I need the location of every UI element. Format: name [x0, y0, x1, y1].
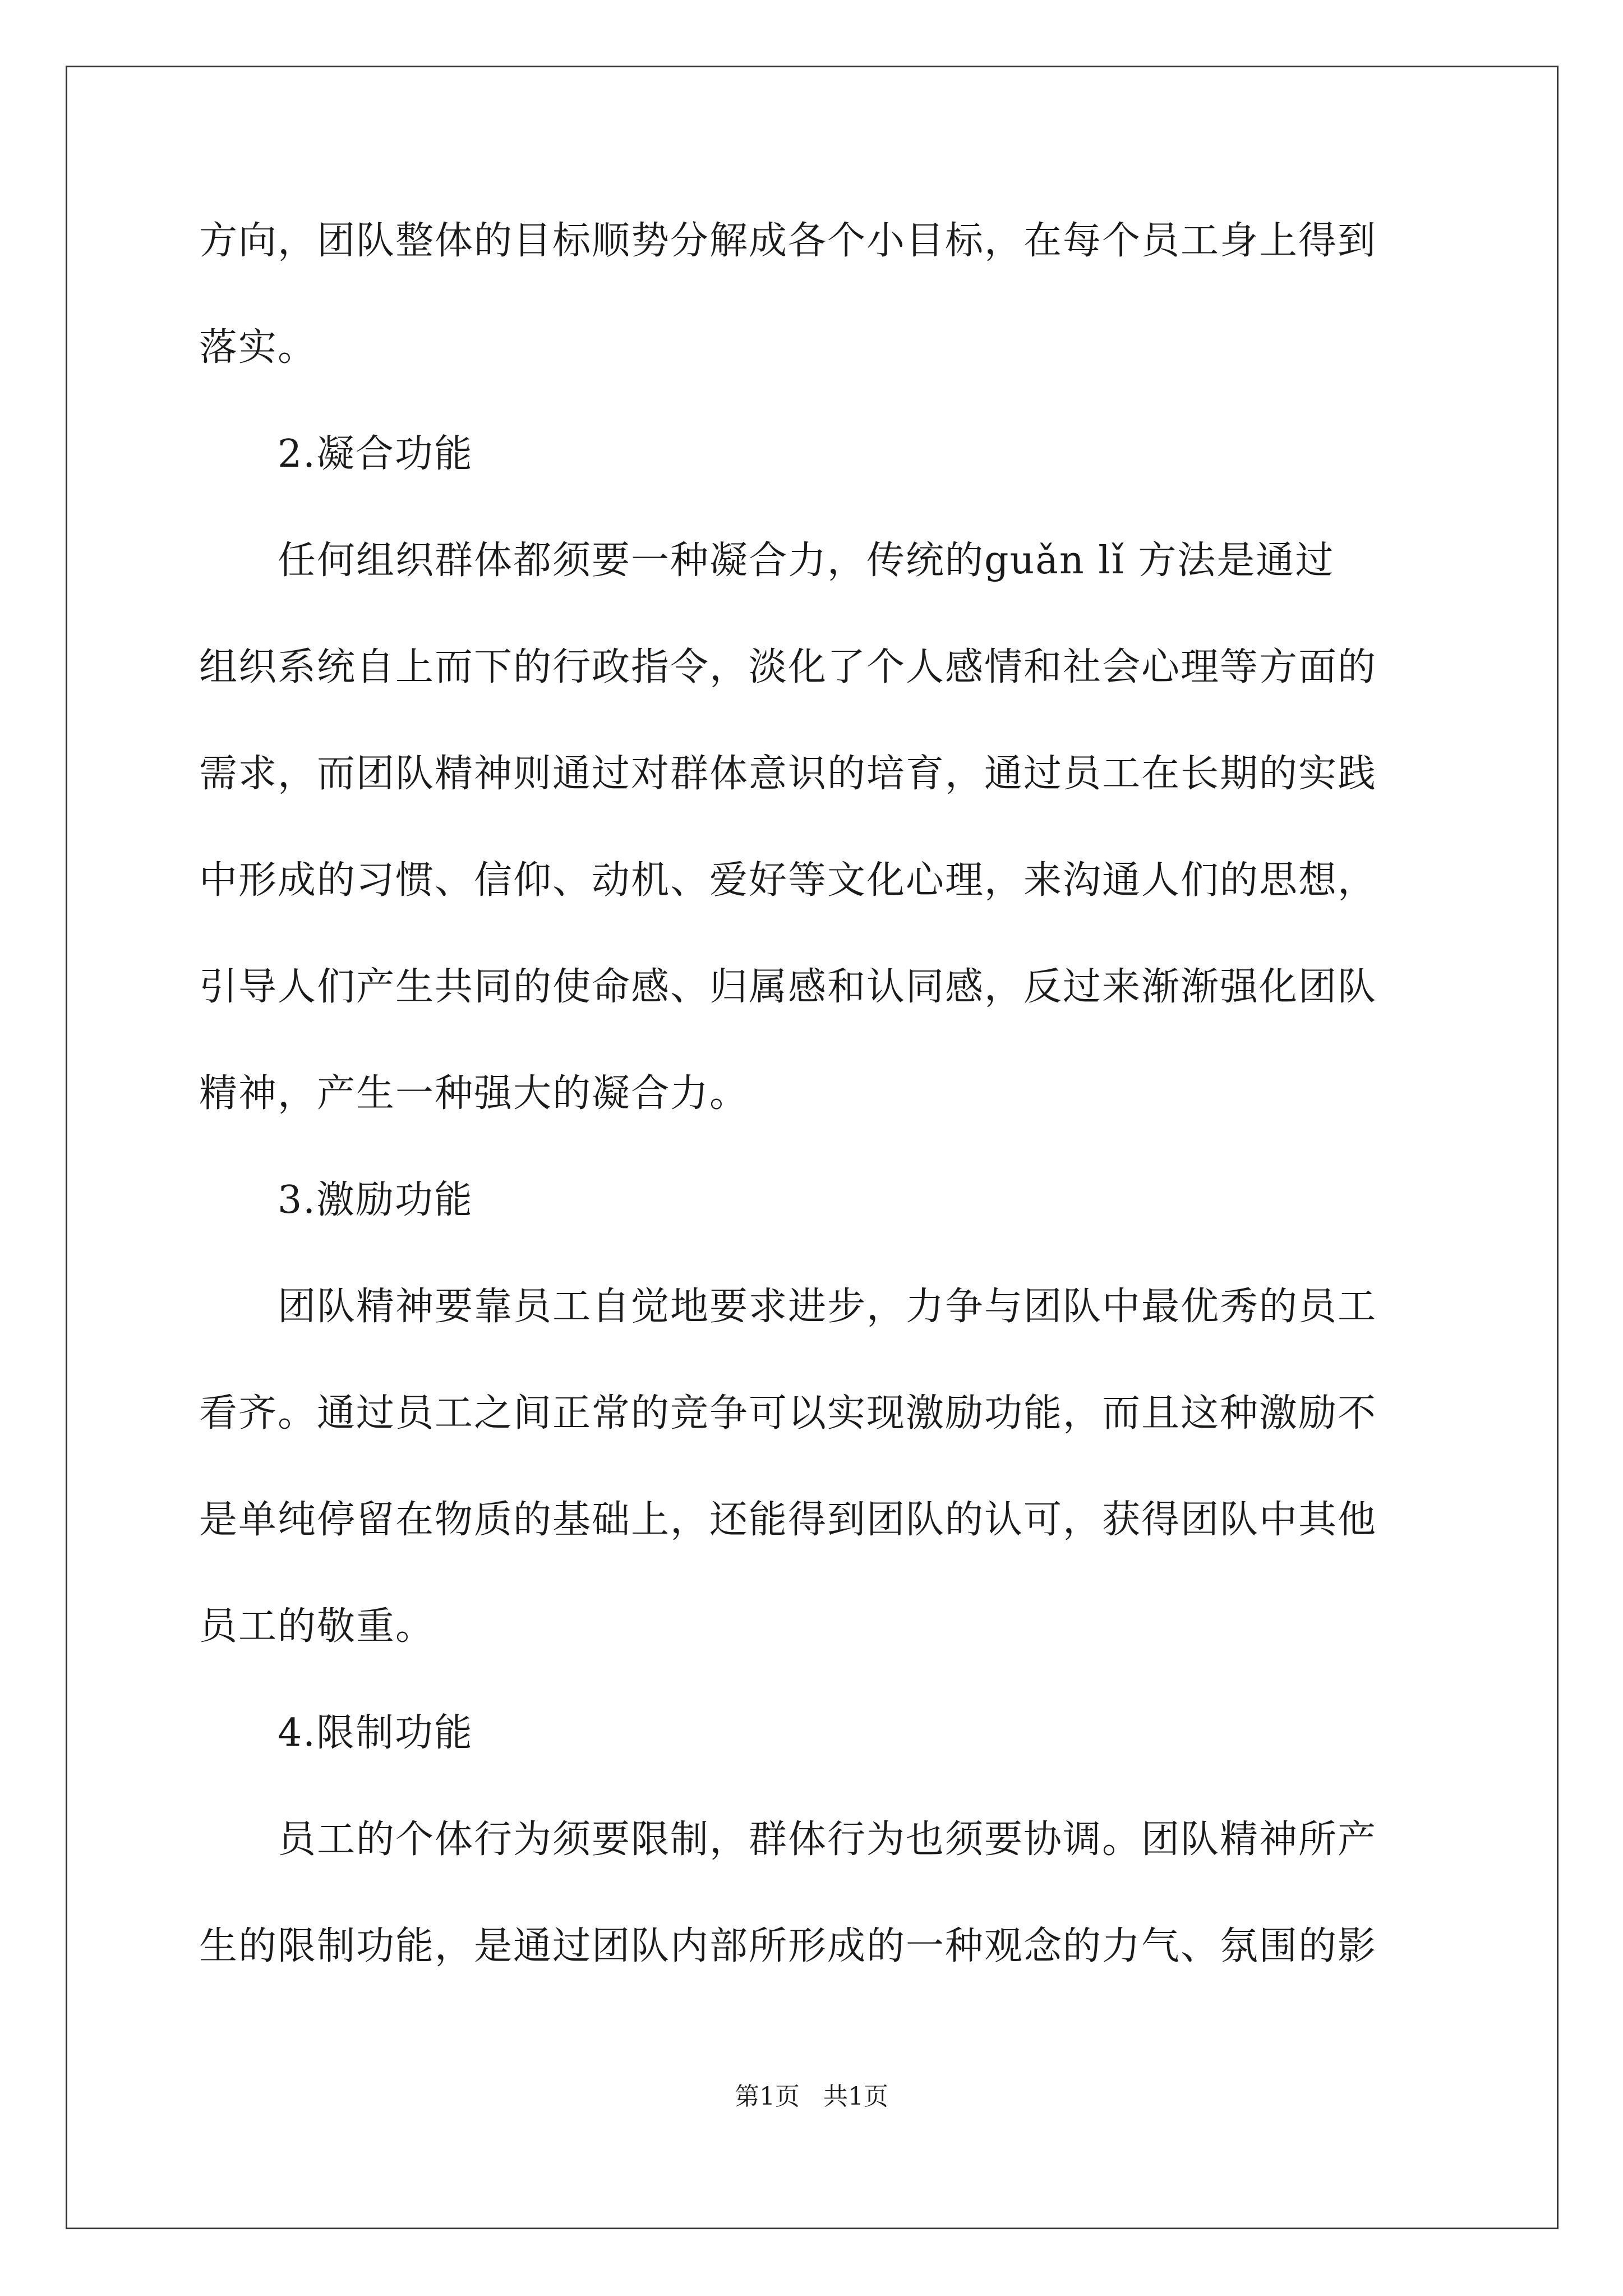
paragraph-line: 是单纯停留在物质的基础上，还能得到团队的认可，获得团队中其他 — [199, 1498, 1377, 1542]
paragraph-line: 组织系统自上而下的行政指令，淡化了个人感情和社会心理等方面的 — [199, 645, 1377, 689]
paragraph-line: 落实。 — [199, 325, 317, 370]
paragraph-line: 方向，团队整体的目标顺势分解成各个小目标，在每个员工身上得到 — [199, 219, 1377, 263]
paragraph-line: 任何组织群体都须要一种凝合力，传统的guǎn lǐ 方法是通过 — [278, 539, 1335, 583]
paragraph-line: 引导人们产生共同的使命感、归属感和认同感，反过来渐渐强化团队 — [199, 965, 1377, 1009]
section-heading: 4.限制功能 — [278, 1711, 473, 1755]
paragraph-line: 需求，而团队精神则通过对群体意识的培育，通过员工在长期的实践 — [199, 752, 1377, 796]
paragraph-line: 员工的敬重。 — [199, 1604, 435, 1649]
page-number-footer: 第1页 共1页 — [735, 2082, 888, 2111]
paragraph-line: 中形成的习惯、信仰、动机、爱好等文化心理，来沟通人们的思想， — [199, 858, 1377, 903]
paragraph-line: 员工的个体行为须要限制，群体行为也须要协调。团队精神所产 — [278, 1818, 1377, 1862]
paragraph-line: 生的限制功能，是通过团队内部所形成的一种观念的力气、氛围的影 — [199, 1924, 1377, 1968]
paragraph-line: 团队精神要靠员工自觉地要求进步，力争与团队中最优秀的员工 — [278, 1285, 1377, 1329]
section-heading: 3.激励功能 — [278, 1178, 473, 1222]
paragraph-line: 看齐。通过员工之间正常的竞争可以实现激励功能，而且这种激励不 — [199, 1391, 1377, 1435]
paragraph-line: 精神，产生一种强大的凝合力。 — [199, 1071, 749, 1116]
section-heading: 2.凝合功能 — [278, 432, 473, 476]
page-border — [66, 66, 1559, 2229]
